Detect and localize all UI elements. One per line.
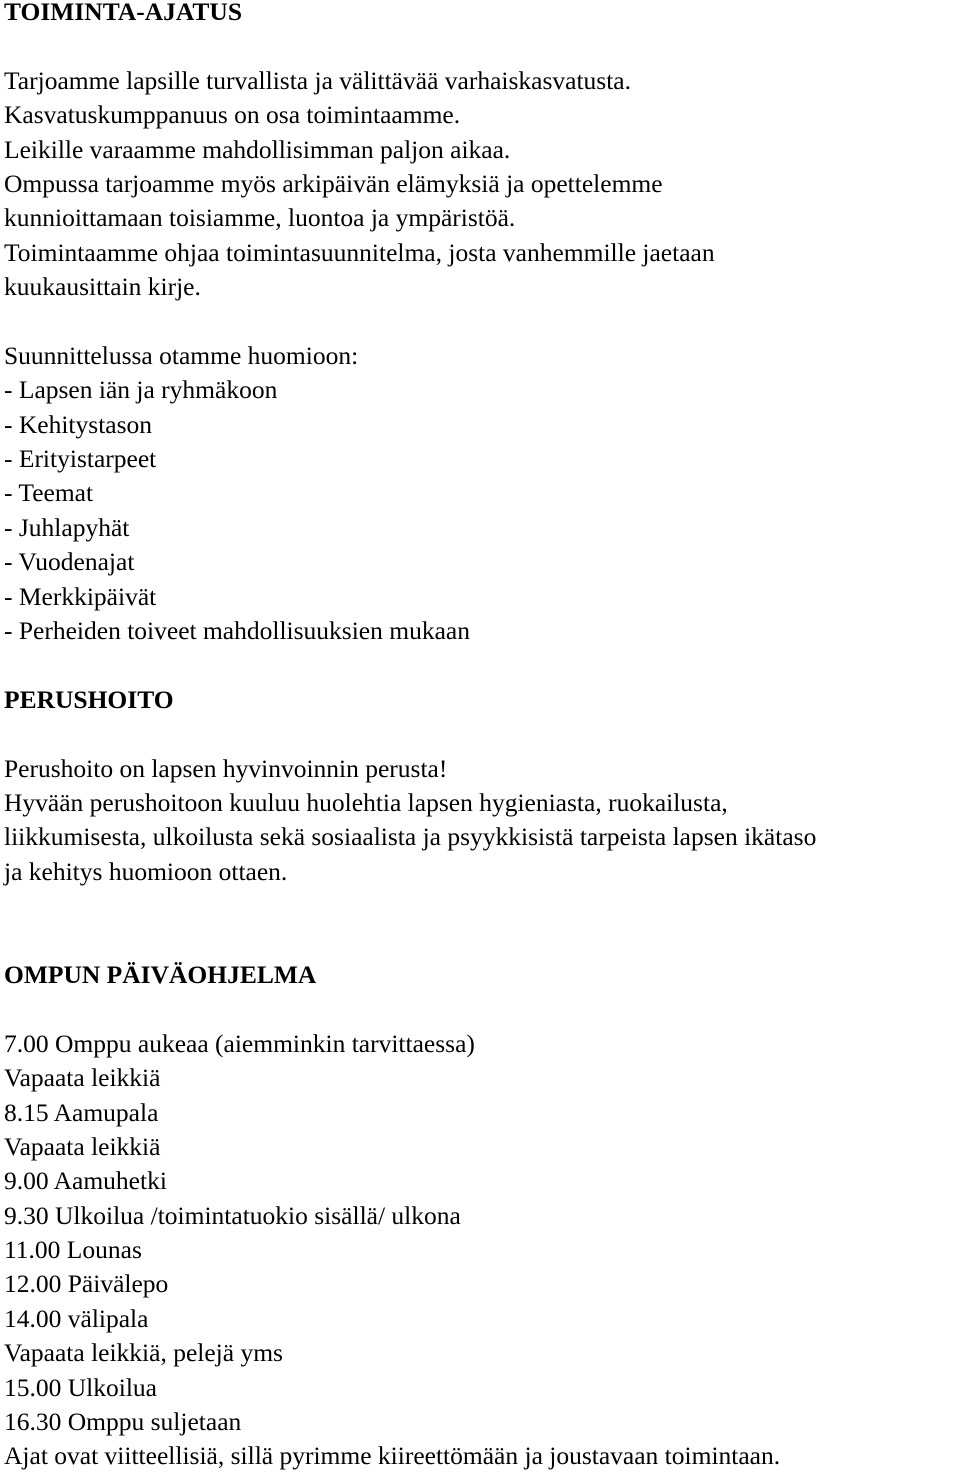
schedule-item: 11.00 Lounas bbox=[4, 1235, 142, 1265]
spacer bbox=[4, 648, 958, 682]
schedule-item: 8.15 Aamupala bbox=[4, 1097, 159, 1127]
schedule-item: Vapaata leikkiä bbox=[4, 1131, 161, 1161]
planning-item: - Juhlapyhät bbox=[4, 512, 130, 542]
spacer bbox=[4, 992, 958, 1026]
schedule-item: 9.00 Aamuhetki bbox=[4, 1166, 167, 1196]
schedule-item: 15.00 Ulkoilua bbox=[4, 1372, 157, 1402]
schedule-item: 14.00 välipala bbox=[4, 1303, 149, 1333]
text-line: Leikille varaamme mahdollisimman paljon aikaa. bbox=[4, 134, 511, 164]
planning-item: - Perheiden toiveet mahdollisuuksien mukaan bbox=[4, 616, 470, 646]
planning-intro: Suunnittelussa otamme huomioon: bbox=[4, 340, 359, 370]
text-line: liikkumisesta, ulkoilusta sekä sosiaalista ja psyykkisistä tarpeista lapsen ikätaso bbox=[4, 822, 817, 852]
heading-paivaohjelma: OMPUN PÄIVÄOHJELMA bbox=[4, 959, 317, 989]
planning-item: - Kehitystason bbox=[4, 409, 153, 439]
text-line: Hyvään perushoitoon kuuluu huolehtia lapsen hygieniasta, ruokailusta, bbox=[4, 787, 728, 817]
heading-perushoito: PERUSHOITO bbox=[4, 684, 174, 714]
heading-toiminta-ajatus: TOIMINTA-AJATUS bbox=[4, 0, 243, 26]
text-line: Ompussa tarjoamme myös arkipäivän elämyksiä ja opettelemme bbox=[4, 168, 663, 198]
schedule-item: 9.30 Ulkoilua /toimintatuokio sisällä/ ulkona bbox=[4, 1200, 461, 1230]
schedule-item: Vapaata leikkiä, pelejä yms bbox=[4, 1338, 283, 1368]
text-line: Toimintaamme ohjaa toimintasuunnitelma, josta vanhemmille jaetaan bbox=[4, 237, 715, 267]
schedule-item: 16.30 Omppu suljetaan bbox=[4, 1407, 242, 1437]
document-page bbox=[4, 0, 958, 1474]
planning-item: - Lapsen iän ja ryhmäkoon bbox=[4, 375, 278, 405]
text-line: Tarjoamme lapsille turvallista ja välittävää varhaiskasvatusta. bbox=[4, 65, 631, 95]
spacer bbox=[4, 889, 958, 958]
spacer bbox=[4, 717, 958, 751]
planning-item: - Erityistarpeet bbox=[4, 444, 157, 474]
planning-item: - Vuodenajat bbox=[4, 547, 135, 577]
text-line: kunnioittamaan toisiamme, luontoa ja ympäristöä. bbox=[4, 203, 516, 233]
spacer bbox=[4, 29, 958, 63]
planning-item: - Merkkipäivät bbox=[4, 581, 157, 611]
schedule-item: 12.00 Päivälepo bbox=[4, 1269, 169, 1299]
schedule-item: Vapaata leikkiä bbox=[4, 1063, 161, 1093]
schedule-note: Ajat ovat viitteellisiä, sillä pyrimme kiireettömään ja joustavaan toimintaan. bbox=[4, 1441, 781, 1471]
text-line: Kasvatuskumppanuus on osa toimintaamme. bbox=[4, 100, 461, 130]
schedule-item: 7.00 Omppu aukeaa (aiemminkin tarvittaessa) bbox=[4, 1028, 475, 1058]
text-line: Perushoito on lapsen hyvinvoinnin perusta! bbox=[4, 753, 448, 783]
planning-item: - Teemat bbox=[4, 478, 94, 508]
spacer bbox=[4, 305, 958, 339]
text-line: ja kehitys huomioon ottaen. bbox=[4, 856, 288, 886]
text-line: kuukausittain kirje. bbox=[4, 272, 201, 302]
